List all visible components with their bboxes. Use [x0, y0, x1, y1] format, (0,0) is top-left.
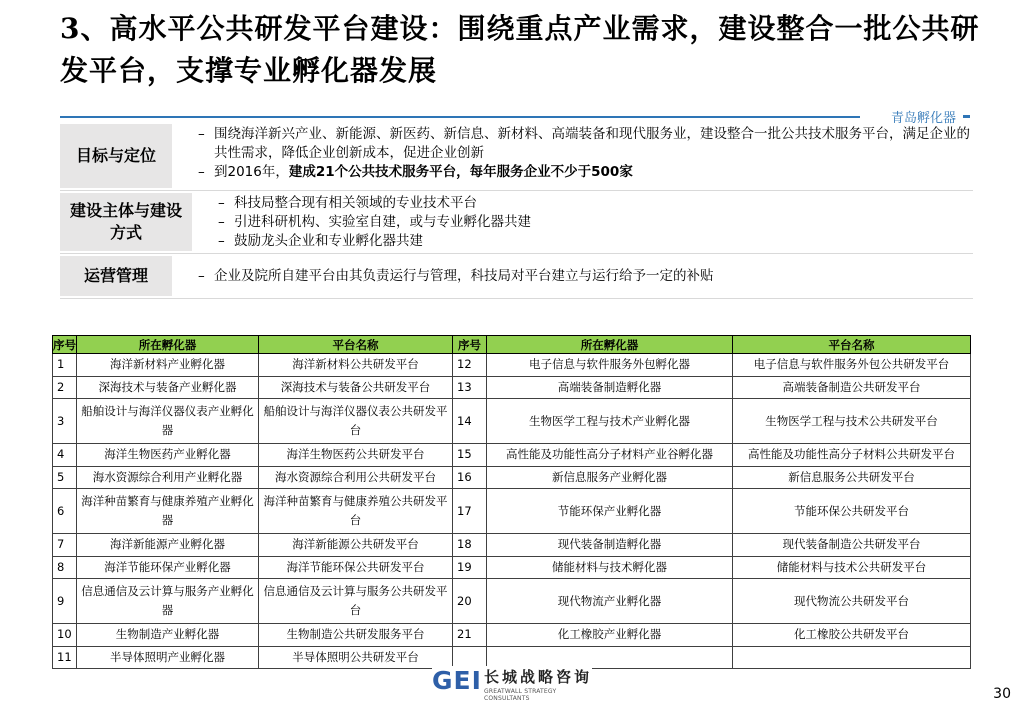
- info-row: [60, 191, 973, 254]
- table-cell: 高性能及功能性高分子材料产业谷孵化器: [487, 444, 733, 467]
- rule-line: [60, 116, 860, 118]
- table-cell: 节能环保公共研发平台: [733, 489, 971, 534]
- table-cell: 现代物流产业孵化器: [487, 579, 733, 624]
- table-cell: 现代物流公共研发平台: [733, 579, 971, 624]
- table-cell: 化工橡胶公共研发平台: [733, 624, 971, 647]
- bullet-plain-text: 科技局整合现有相关领域的专业技术平台: [234, 195, 477, 211]
- table-cell: 海洋新能源公共研发平台: [259, 534, 453, 557]
- table-cell: 电子信息与软件服务外包公共研发平台: [733, 354, 971, 377]
- table-cell: 9: [53, 579, 77, 624]
- table-cell: [733, 646, 971, 669]
- table-header-cell: 所在孵化器: [77, 336, 259, 354]
- table-cell: 2: [53, 376, 77, 399]
- table-cell: 海洋新材料产业孵化器: [77, 354, 259, 377]
- bullet-dash: –: [198, 267, 205, 284]
- bullet-bold-text: 建成21个公共技术服务平台，每年服务企业不少于500家: [288, 164, 633, 180]
- table-cell: 生物制造公共研发服务平台: [259, 624, 453, 647]
- table-cell: 7: [53, 534, 77, 557]
- info-label: 目标与定位: [60, 124, 172, 188]
- table-row: [53, 579, 971, 624]
- page-number: 30: [993, 686, 1011, 702]
- bullet-item: [218, 232, 973, 251]
- table-cell: 海洋种苗繁育与健康养殖公共研发平台: [259, 489, 453, 534]
- table-row: [53, 489, 971, 534]
- table-cell: 16: [453, 466, 487, 489]
- table-row: [53, 399, 971, 444]
- table-cell: 化工橡胶产业孵化器: [487, 624, 733, 647]
- bullet-dash: –: [198, 164, 205, 180]
- info-label: 建设主体与建设方式: [60, 193, 192, 251]
- title-rule: [60, 108, 970, 126]
- bullet-text: [234, 194, 477, 213]
- table-cell: 船舶设计与海洋仪器仪表产业孵化器: [77, 399, 259, 444]
- table-cell: 15: [453, 444, 487, 467]
- table-cell: 储能材料与技术孵化器: [487, 556, 733, 579]
- table-cell: 生物制造产业孵化器: [77, 624, 259, 647]
- table-row: [53, 556, 971, 579]
- bullet-text: [214, 125, 973, 163]
- table-cell: 高端装备制造孵化器: [487, 376, 733, 399]
- info-section: [60, 122, 973, 299]
- table-row: [53, 466, 971, 489]
- logo-mark: GEI: [432, 666, 482, 695]
- table-cell: 17: [453, 489, 487, 534]
- table-cell: 海洋新能源产业孵化器: [77, 534, 259, 557]
- table-cell: 海洋种苗繁育与健康养殖产业孵化器: [77, 489, 259, 534]
- info-content: [196, 191, 973, 253]
- bullet-plain-text: 到2016年，: [214, 164, 289, 180]
- bullet-dash: –: [218, 195, 225, 211]
- table-row: [53, 376, 971, 399]
- bullet-dash: –: [218, 233, 225, 249]
- table-cell: 现代装备制造公共研发平台: [733, 534, 971, 557]
- bullet-plain-text: 鼓励龙头企业和专业孵化器共建: [234, 233, 423, 249]
- bullet-plain-text: 引进科研机构、实验室自建，或与专业孵化器共建: [234, 214, 531, 230]
- table-header-cell: 序号: [453, 336, 487, 354]
- bullet-text: [214, 267, 714, 286]
- table-cell: 12: [453, 354, 487, 377]
- table-cell: 1: [53, 354, 77, 377]
- bullet-item: [218, 194, 973, 213]
- table-cell: 14: [453, 399, 487, 444]
- brand-label: 青岛孵化器: [890, 111, 956, 126]
- bullet-item: [198, 267, 973, 286]
- table-cell: 6: [53, 489, 77, 534]
- bullet-item: [198, 125, 973, 163]
- info-content: [176, 254, 973, 298]
- table-cell: 信息通信及云计算与服务公共研发平台: [259, 579, 453, 624]
- table-cell: 20: [453, 579, 487, 624]
- table-cell: 11: [53, 646, 77, 669]
- table-header-cell: 平台名称: [259, 336, 453, 354]
- table-cell: 21: [453, 624, 487, 647]
- bullet-text: [214, 163, 633, 182]
- table-row: [53, 354, 971, 377]
- bullet-text: [234, 232, 423, 251]
- platform-table: [52, 335, 971, 669]
- bullet-item: [218, 213, 973, 232]
- page-title: 3、高水平公共研发平台建设：围绕重点产业需求，建设整合一批公共研发平台，支撑专业孵化器发展: [60, 12, 980, 87]
- logo-english-name: GREATWALL STRATEGY CONSULTANTS: [484, 688, 557, 702]
- table-cell: 19: [453, 556, 487, 579]
- table-cell: 海洋节能环保产业孵化器: [77, 556, 259, 579]
- table-cell: 3: [53, 399, 77, 444]
- bullet-text: [234, 213, 531, 232]
- company-logo: [432, 666, 592, 702]
- bullet-dash: –: [218, 214, 225, 230]
- table-cell: 半导体照明产业孵化器: [77, 646, 259, 669]
- table-header-cell: 平台名称: [733, 336, 971, 354]
- info-content: [176, 122, 973, 190]
- logo-chinese-name: 长城战略咨询: [484, 668, 593, 686]
- table-cell: 海洋节能环保公共研发平台: [259, 556, 453, 579]
- table-cell: 船舶设计与海洋仪器仪表公共研发平台: [259, 399, 453, 444]
- table-cell: 5: [53, 466, 77, 489]
- info-row: [60, 122, 973, 191]
- table-cell: 海洋生物医药产业孵化器: [77, 444, 259, 467]
- table-cell: 新信息服务公共研发平台: [733, 466, 971, 489]
- table-cell: 海水资源综合利用公共研发平台: [259, 466, 453, 489]
- table-cell: 节能环保产业孵化器: [487, 489, 733, 534]
- rule-dash: [963, 115, 970, 118]
- bullet-dash: –: [198, 126, 205, 142]
- table-cell: 8: [53, 556, 77, 579]
- table-cell: 13: [453, 376, 487, 399]
- table-cell: 电子信息与软件服务外包孵化器: [487, 354, 733, 377]
- table-cell: 新信息服务产业孵化器: [487, 466, 733, 489]
- info-label: 运营管理: [60, 256, 172, 296]
- table-cell: 现代装备制造孵化器: [487, 534, 733, 557]
- table-cell: 10: [53, 624, 77, 647]
- table-cell: 高性能及功能性高分子材料公共研发平台: [733, 444, 971, 467]
- table-header-row: [53, 336, 971, 354]
- table-row: [53, 444, 971, 467]
- table-cell: 海水资源综合利用产业孵化器: [77, 466, 259, 489]
- table-cell: 海洋新材料公共研发平台: [259, 354, 453, 377]
- table-row: [53, 624, 971, 647]
- table-cell: 生物医学工程与技术产业孵化器: [487, 399, 733, 444]
- table-cell: 储能材料与技术公共研发平台: [733, 556, 971, 579]
- table-header-cell: 所在孵化器: [487, 336, 733, 354]
- info-row: [60, 254, 973, 299]
- table-cell: 深海技术与装备公共研发平台: [259, 376, 453, 399]
- table-cell: 生物医学工程与技术公共研发平台: [733, 399, 971, 444]
- table-header-cell: 序号: [53, 337, 76, 352]
- table-cell: 半导体照明公共研发平台: [259, 646, 453, 669]
- table-cell: 高端装备制造公共研发平台: [733, 376, 971, 399]
- table-cell: 18: [453, 534, 487, 557]
- table-row: [53, 534, 971, 557]
- bullet-plain-text: 围绕海洋新兴产业、新能源、新医药、新信息、新材料、高端装备和现代服务业，建设整合一批公共技术服务平台，满足企业的共性需求，降低企业创新成本，促进企业创新: [214, 126, 970, 161]
- table-cell: 深海技术与装备产业孵化器: [77, 376, 259, 399]
- bullet-item: [198, 163, 973, 182]
- table-cell: 信息通信及云计算与服务产业孵化器: [77, 579, 259, 624]
- table-cell: 4: [53, 444, 77, 467]
- table-cell: 海洋生物医药公共研发平台: [259, 444, 453, 467]
- bullet-plain-text: 企业及院所自建平台由其负责运行与管理，科技局对平台建立与运行给予一定的补贴: [214, 267, 714, 284]
